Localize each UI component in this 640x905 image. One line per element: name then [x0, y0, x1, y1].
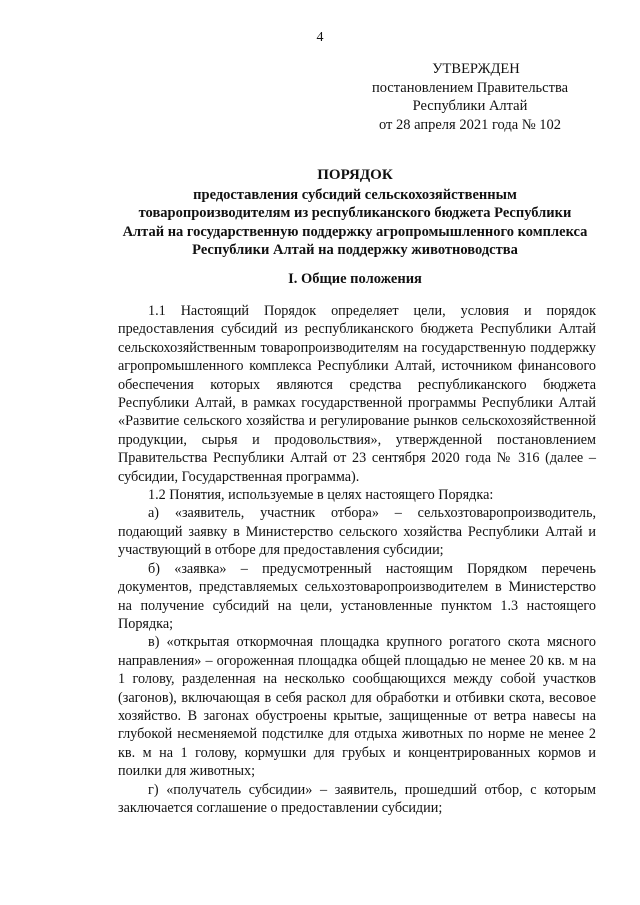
- approval-line-3: от 28 апреля 2021 года № 102: [378, 116, 562, 133]
- title-main: ПОРЯДОК: [317, 167, 393, 183]
- title-line-3: Алтай на государственную поддержку агропромышленного комплекса: [122, 223, 588, 240]
- section-heading: I. Общие положения: [288, 271, 422, 287]
- title-line-4: Республики Алтай на поддержку животноводства: [192, 242, 518, 259]
- paragraph-b: б) «заявка» – предусмотренный настоящим Порядком перечень документов, представляемых сельхозтоваропроизводителем в Министерство на получение субсидий на цели, установленные пунктом 1.3 настоящего Порядка;: [118, 560, 596, 632]
- approval-line-1: постановлением Правительства: [371, 79, 569, 96]
- page-number: 4: [316, 30, 324, 45]
- paragraph-g: г) «получатель субсидии» – заявитель, прошедший отбор, с которым заключается соглашение о предоставлении субсидии;: [118, 781, 596, 816]
- document-title: [110, 166, 600, 260]
- approval-line-2: Республики Алтай: [412, 98, 528, 114]
- title-line-2: товаропроизводителям из республиканского бюджета Республики: [138, 205, 572, 222]
- approval-heading: УТВЕРЖДЕН: [432, 61, 520, 77]
- paragraph-1-1: 1.1 Настоящий Порядок определяет цели, условия и порядок предоставления субсидий из республиканского бюджета Республики Алтай сельскохозяйственным товаропроизводителям на государственную поддержку агропромышленного комплекса Республики Алтай, источником финансового обеспечения которых являются средства республиканского бюджета Республики Алтай, в рамках государственной программы Республики Алтай «Развитие сельского хозяйства и регулирование рынков сельскохозяйственной продукции, сырья и продовольствия», утвержденной постановлением Правительства Республики Алтай от 23 сентября 2020 года № 316 (далее – субсидии, Государственная программа).: [118, 303, 596, 485]
- paragraph-v: в) «открытая откормочная площадка крупного рогатого скота мясного направления» – огороженная площадка общей площадью не менее 20 кв. м на 1 голову, разделенная на несколько сообщающихся между собой участков (загонов), включающая в себя раскол для обработки и отбивки скота, весовое хозяйство. В загонах обустроены крытые, защищенные от ветра навесы на глубокой несменяемой подстилке для отдыха животных по норме не менее 2 кв. м на 1 голову, кормушки для грубых и концентрированных кормов и поилки для животных;: [118, 634, 596, 780]
- approval-stamp: [360, 60, 580, 134]
- paragraph-a: а) «заявитель, участник отбора» – сельхозтоваропроизводитель, подающий заявку в Министерство сельского хозяйства Республики Алтай и участвующий в отборе для предоставления субсидии;: [118, 505, 596, 559]
- body-text: [118, 302, 596, 817]
- title-line-1: предоставления субсидий сельскохозяйственным: [193, 186, 517, 203]
- paragraph-1-2: 1.2 Понятия, используемые в целях настоящего Порядка:: [148, 487, 494, 504]
